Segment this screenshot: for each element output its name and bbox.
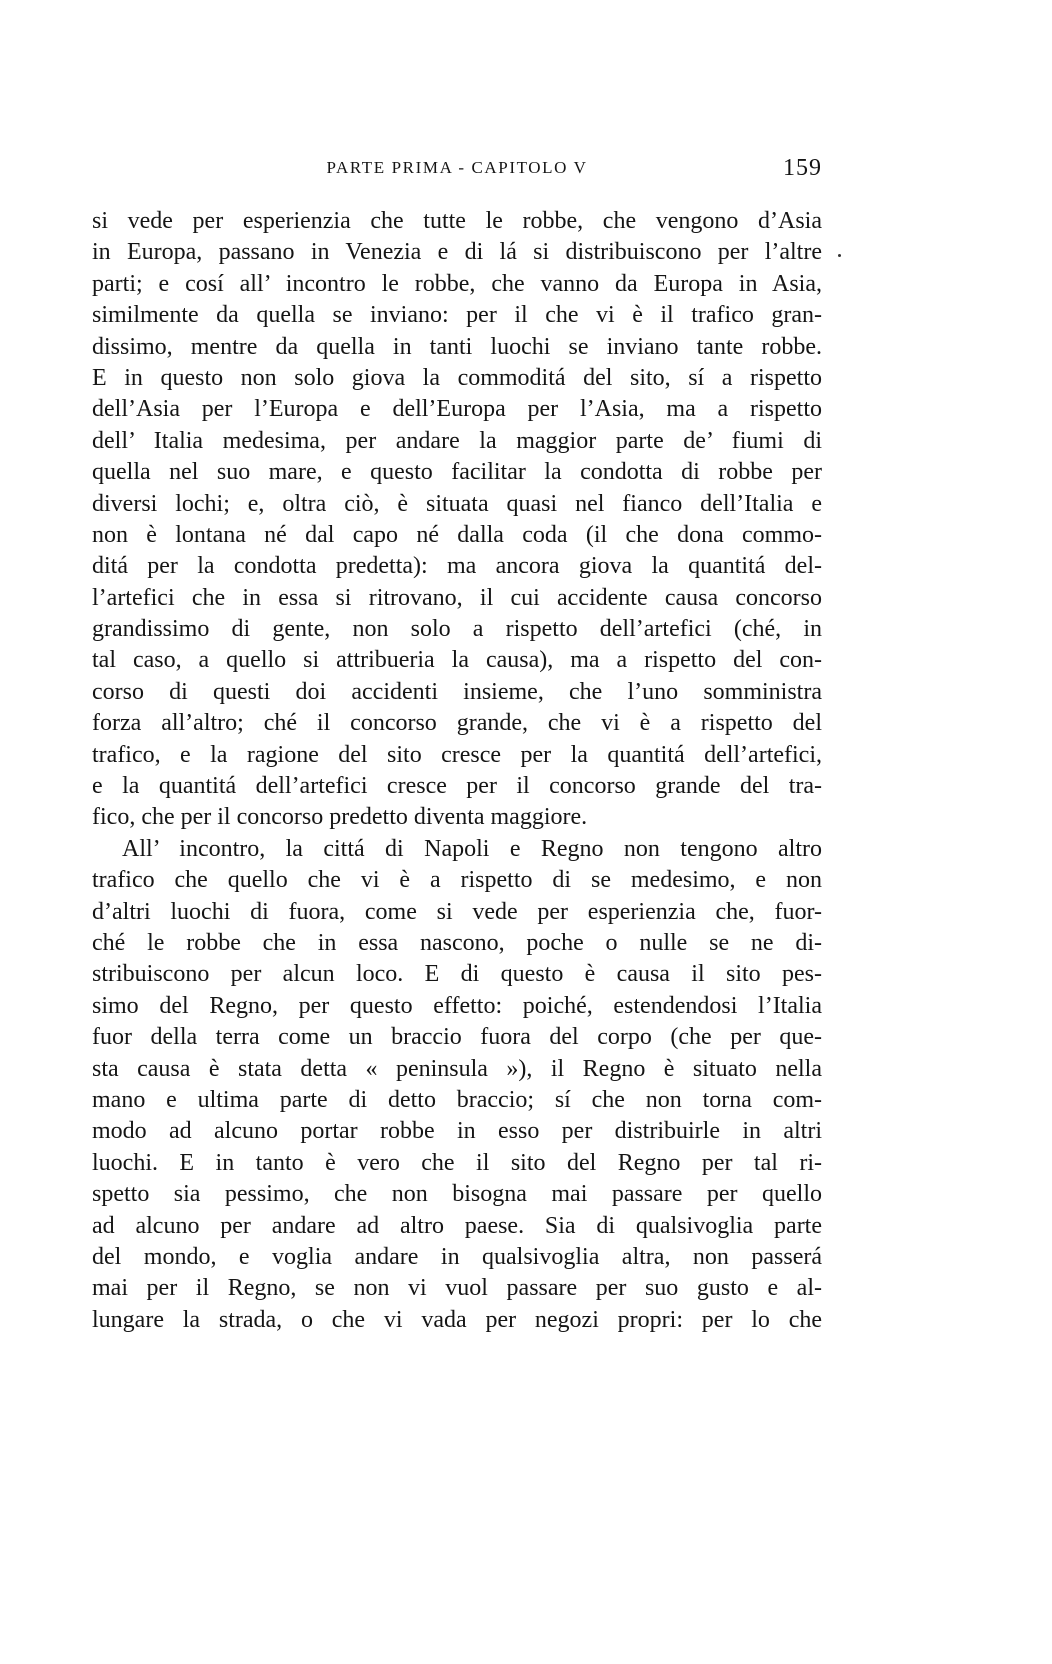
text-line: modo ad alcuno portar robbe in esso per distribuirle in altri: [92, 1118, 822, 1145]
text-line: fico, che per il concorso predetto diventa maggiore.: [92, 804, 588, 831]
page-header: [92, 155, 822, 188]
text-line: corso di questi doi accidenti insieme, che l’uno somministra: [92, 678, 822, 705]
text-line: si vede per esperienzia che tutte le robbe, che vengono d’Asia: [92, 208, 822, 234]
text-line: All’ incontro, la cittá di Napoli e Regno non tengono altro: [122, 835, 822, 862]
text-line: dell’ Italia medesima, per andare la maggior parte de’ fiumi di: [92, 427, 822, 454]
text-line: dell’Asia per l’Europa e dell’Europa per l’Asia, ma a rispetto: [92, 396, 822, 423]
text-line: fuor della terra come un braccio fuora del corpo (che per que-: [92, 1024, 822, 1051]
text-line: stribuiscono per alcun loco. E di questo è causa il sito pes-: [92, 961, 822, 988]
text-line: quella nel suo mare, e questo facilitar la condotta di robbe per: [92, 459, 822, 486]
running-head: PARTE PRIMA - CAPITOLO V: [326, 158, 588, 177]
text-line: ditá per la condotta predetta): ma ancora giova la quantitá del-: [92, 553, 822, 580]
paragraph: [92, 834, 822, 1336]
text-line: simo del Regno, per questo effetto: poiché, estendendosi l’Italia: [92, 992, 822, 1019]
text-line: similmente da quella se inviano: per il che vi è il trafico gran-: [92, 302, 822, 329]
text-line: ad alcuno per andare ad altro paese. Sia di qualsivoglia parte: [92, 1212, 822, 1239]
text-line: E in questo non solo giova la commoditá del sito, sí a rispetto: [92, 364, 822, 391]
paragraph: [92, 206, 822, 834]
text-line: trafico, e la ragione del sito cresce per la quantitá dell’artefici,: [92, 741, 822, 768]
text-line: non è lontana né dal capo né dalla coda (il che dona commo-: [92, 521, 822, 548]
text-line: lungare la strada, o che vi vada per negozi propri: per lo che: [92, 1306, 822, 1333]
text-line: grandissimo di gente, non solo a rispetto dell’artefici (ché, in: [92, 616, 822, 643]
margin-speck: [838, 254, 841, 257]
text-line: d’altri luochi di fuora, come si vede per esperienzia che, fuor-: [92, 898, 822, 925]
text-line: l’artefici che in essa si ritrovano, il cui accidente causa concorso: [92, 584, 822, 611]
text-line: dissimo, mentre da quella in tanti luochi se inviano tante robbe.: [92, 333, 822, 360]
text-line: forza all’altro; ché il concorso grande, che vi è a rispetto del: [92, 710, 822, 737]
text-line: mai per il Regno, se non vi vuol passare per suo gusto e al-: [92, 1275, 822, 1302]
text-line: in Europa, passano in Venezia e di lá si distribuiscono per l’altre: [92, 239, 822, 266]
text-line: diversi lochi; e, oltra ciò, è situata quasi nel fianco dell’Italia e: [92, 490, 822, 517]
text-line: luochi. E in tanto è vero che il sito del Regno per tal ri-: [92, 1149, 822, 1176]
text-line: ché le robbe che in essa nascono, poche o nulle se ne di-: [92, 929, 822, 956]
text-line: trafico che quello che vi è a rispetto di se medesimo, e non: [92, 867, 822, 894]
text-line: sta causa è stata detta « peninsula »), il Regno è situato nella: [92, 1055, 822, 1082]
text-line: spetto sia pessimo, che non bisogna mai passare per quello: [92, 1181, 822, 1208]
text-line: del mondo, e voglia andare in qualsivoglia altra, non passerá: [92, 1243, 822, 1270]
page-number: 159: [783, 155, 822, 181]
text-line: e la quantitá dell’artefici cresce per il concorso grande del tra-: [92, 773, 822, 800]
text-line: mano e ultima parte di detto braccio; sí che non torna com-: [92, 1086, 822, 1113]
text-line: parti; e cosí all’ incontro le robbe, che vanno da Europa in Asia,: [92, 270, 822, 297]
body-text: [92, 206, 822, 1336]
text-line: tal caso, a quello si attribueria la causa), ma a rispetto del con-: [92, 647, 822, 674]
